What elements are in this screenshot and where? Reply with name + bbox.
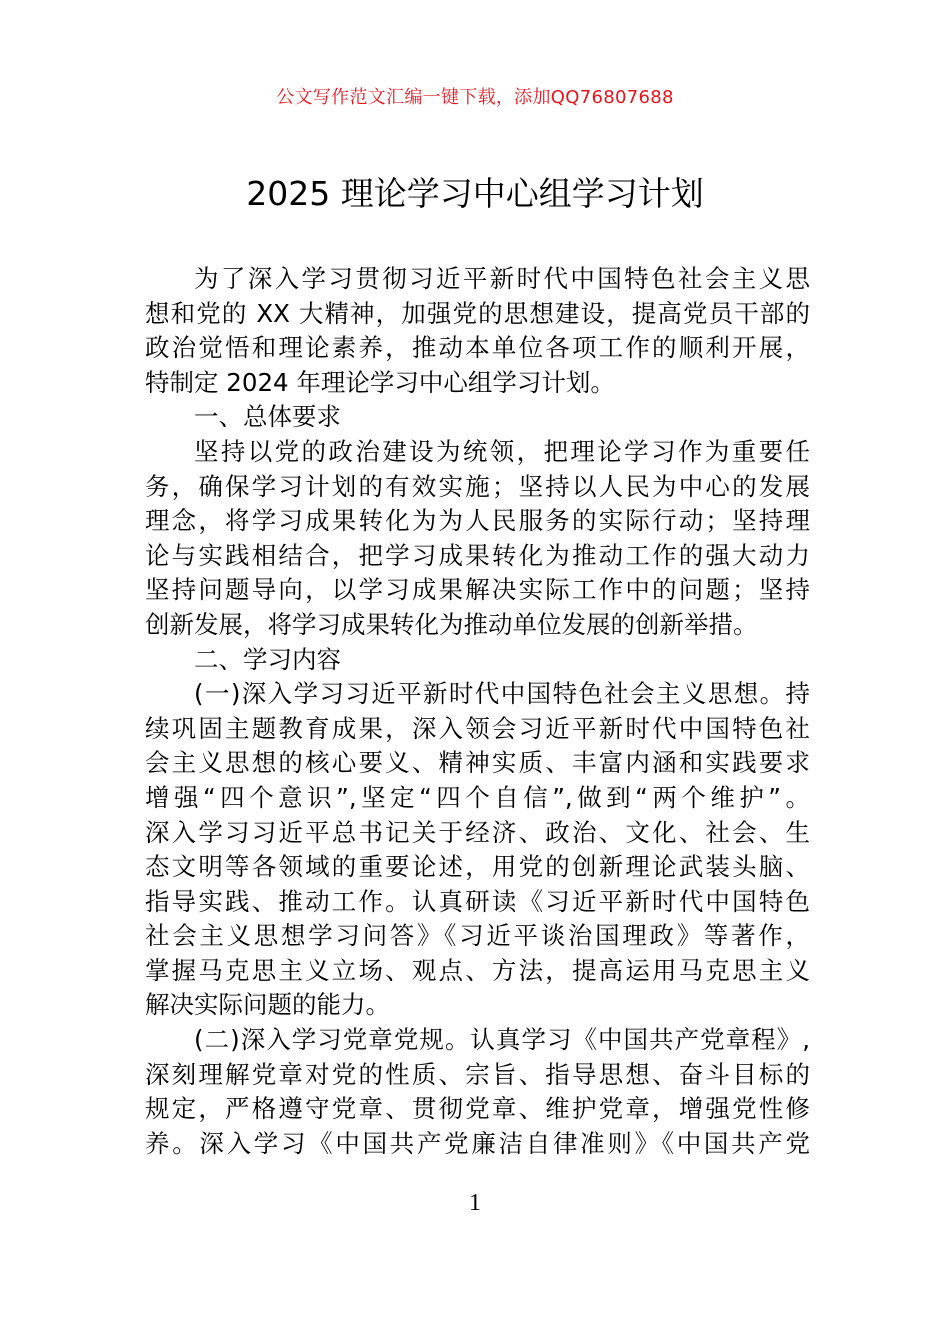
body-line: 想和党的 XX 大精神，加强党的思想建设，提高党员干部的 — [145, 298, 810, 328]
body-line: 坚持以党的政治建设为统领，把理论学习作为重要任 — [194, 436, 810, 466]
body-line: 续巩固主题教育成果，深入领会习近平新时代中国特色社 — [145, 713, 810, 743]
section-heading: 二、学习内容 — [194, 644, 341, 674]
body-line: 创新发展，将学习成果转化为推动单位发展的创新举措。 — [145, 609, 758, 639]
body-line: 论与实践相结合，把学习成果转化为推动工作的强大动力 — [145, 540, 810, 570]
body-line: 会主义思想的核心要义、精神实质、丰富内涵和实践要求 — [145, 748, 810, 778]
body-line: 为了深入学习贯彻习近平新时代中国特色社会主义思 — [194, 264, 810, 293]
body-line: 解决实际问题的能力。 — [145, 990, 390, 1020]
body-line: 深刻理解党章对党的性质、宗旨、指导思想、奋斗目标的 — [145, 1059, 810, 1089]
body-line: 理念，将学习成果转化为为人民服务的实际行动；坚持理 — [145, 506, 810, 536]
body-line: 增强“四个意识”,坚定“四个自信”,做到“两个维护”。 — [145, 782, 810, 812]
body-line: 掌握马克思主义立场、观点、方法，提高运用马克思主义 — [145, 955, 810, 985]
body-line: 态文明等各领域的重要论述，用党的创新理论武装头脑、 — [145, 852, 810, 882]
body-line: 特制定 2024 年理论学习中心组学习计划。 — [145, 367, 615, 397]
body-line: 政治觉悟和理论素养，推动本单位各项工作的顺利开展， — [145, 333, 810, 363]
body-line: 坚持问题导向，以学习成果解决实际工作中的问题；坚持 — [145, 575, 810, 605]
body-line: 指导实践、推动工作。认真研读《习近平新时代中国特色 — [145, 886, 810, 916]
body-line: 社会主义思想学习问答》《习近平谈治国理政》等著作， — [145, 921, 810, 951]
document-title: 2025 理论学习中心组学习计划 — [246, 174, 704, 213]
body-line: (一)深入学习习近平新时代中国特色社会主义思想。持 — [194, 679, 810, 709]
body-line: 务，确保学习计划的有效实施；坚持以人民为中心的发展 — [145, 471, 810, 501]
section-heading: 一、总体要求 — [194, 402, 341, 432]
body-line: 养。深入学习《中国共产党廉洁自律准则》《中国共产党 — [145, 1128, 810, 1158]
body-line: (二)深入学习党章党规。认真学习《中国共产党章程》, — [194, 1025, 810, 1055]
body-line: 规定，严格遵守党章、贯彻党章、维护党章，增强党性修 — [145, 1094, 810, 1124]
watermark-text: 公文写作范文汇编一键下载，添加QQ76807688 — [276, 87, 674, 108]
body-line: 深入学习习近平总书记关于经济、政治、文化、社会、生 — [145, 817, 810, 847]
page-number: 1 — [469, 1190, 481, 1216]
document-body — [145, 262, 810, 1161]
